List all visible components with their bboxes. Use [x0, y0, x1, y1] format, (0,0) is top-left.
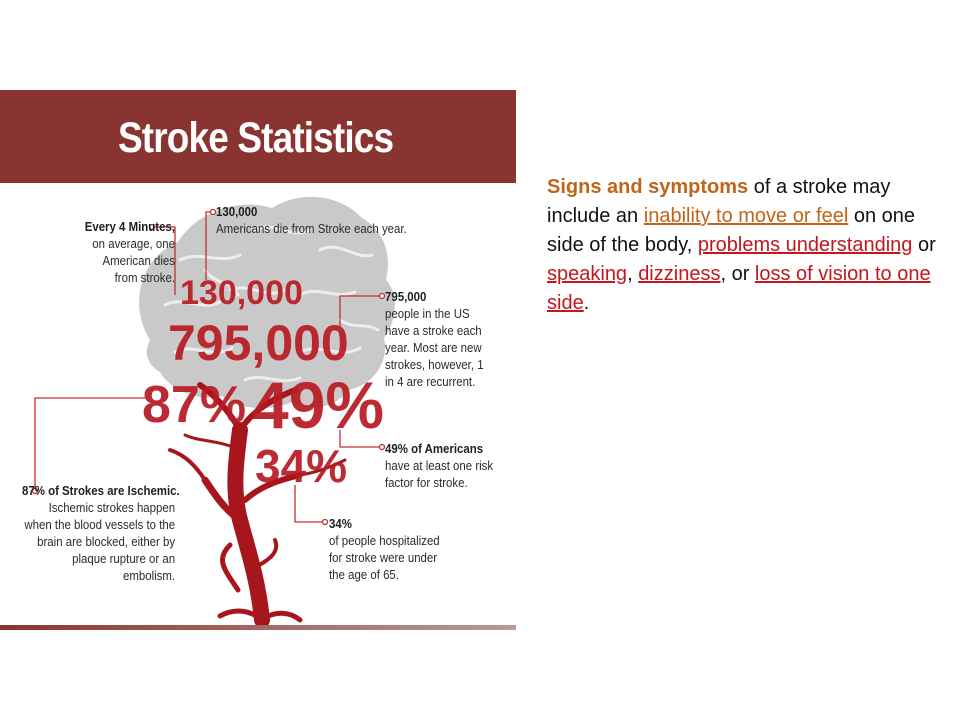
link-problems-understanding[interactable]: problems understanding [697, 234, 913, 256]
callout-line: in 4 are recurrent. [385, 374, 476, 389]
link-dizziness[interactable]: dizziness [638, 263, 721, 285]
callout-ischemic [22, 482, 180, 584]
text-run: of a stroke may include an [547, 176, 891, 227]
callout-line: from stroke. [114, 270, 175, 285]
callout-line: have at least one risk [385, 458, 494, 473]
callout-line: factor for stroke. [385, 475, 468, 490]
text-run: , [627, 263, 639, 285]
brain-number-795000: 795,000 [168, 315, 349, 371]
callout-annual-deaths [216, 203, 427, 237]
callout-heading: 87% of Strokes are Ischemic. [22, 483, 180, 498]
callout-risk-factor [385, 440, 508, 491]
callout-line: people in the US [385, 306, 470, 321]
bottom-bar [0, 625, 516, 630]
callout-line: brain are blocked, either by [37, 534, 176, 549]
text-run: or [912, 234, 936, 256]
stroke-statistics-infographic [0, 90, 516, 630]
infographic-title: Stroke Statistics [118, 114, 394, 162]
connector-87 [35, 398, 145, 491]
link-inability-to-move[interactable]: inability to move or feel [643, 205, 849, 227]
callout-line: have a stroke each [385, 323, 482, 338]
callout-line: Ischemic strokes happen [48, 500, 176, 515]
callout-line: Americans die from Stroke each year. [216, 221, 407, 236]
text-run: , or [720, 263, 755, 285]
callout-heading: 34% [329, 516, 352, 531]
callout-line: plaque rupture or an embolism. [72, 551, 176, 583]
brain-number-34: 34% [255, 440, 348, 492]
brain-number-130000: 130,000 [180, 274, 303, 312]
callout-hospitalized [329, 515, 470, 583]
callout-line: year. Most are new [385, 340, 482, 355]
callout-heading: 49% of Americans [385, 441, 484, 456]
callout-line: American dies [102, 253, 175, 268]
callout-line: the age of 65. [329, 567, 399, 582]
link-speaking[interactable]: speaking [547, 263, 628, 285]
brain-number-87: 87% [142, 376, 247, 434]
symptoms-paragraph [547, 173, 937, 318]
callout-line: strokes, however, 1 [385, 357, 484, 372]
link-loss-of-vision[interactable]: loss of vision to one side [547, 263, 931, 314]
callout-line: when the blood vessels to the [24, 517, 176, 532]
callout-heading: 795,000 [385, 289, 427, 304]
text-run: . [583, 292, 590, 314]
callout-heading: 130,000 [216, 204, 258, 219]
callout-line: of people hospitalized [329, 533, 440, 548]
callout-line: on average, one [92, 236, 175, 251]
callout-annual-strokes [385, 288, 508, 390]
callout-every-four-minutes [47, 218, 175, 286]
symptoms-lead: Signs and symptoms [547, 176, 749, 198]
text-run: on one side of the body, [547, 205, 916, 256]
brain-number-49: 49% [252, 368, 385, 442]
callout-heading: Every 4 Minutes, [84, 219, 175, 234]
callout-line: for stroke were under [329, 550, 438, 565]
